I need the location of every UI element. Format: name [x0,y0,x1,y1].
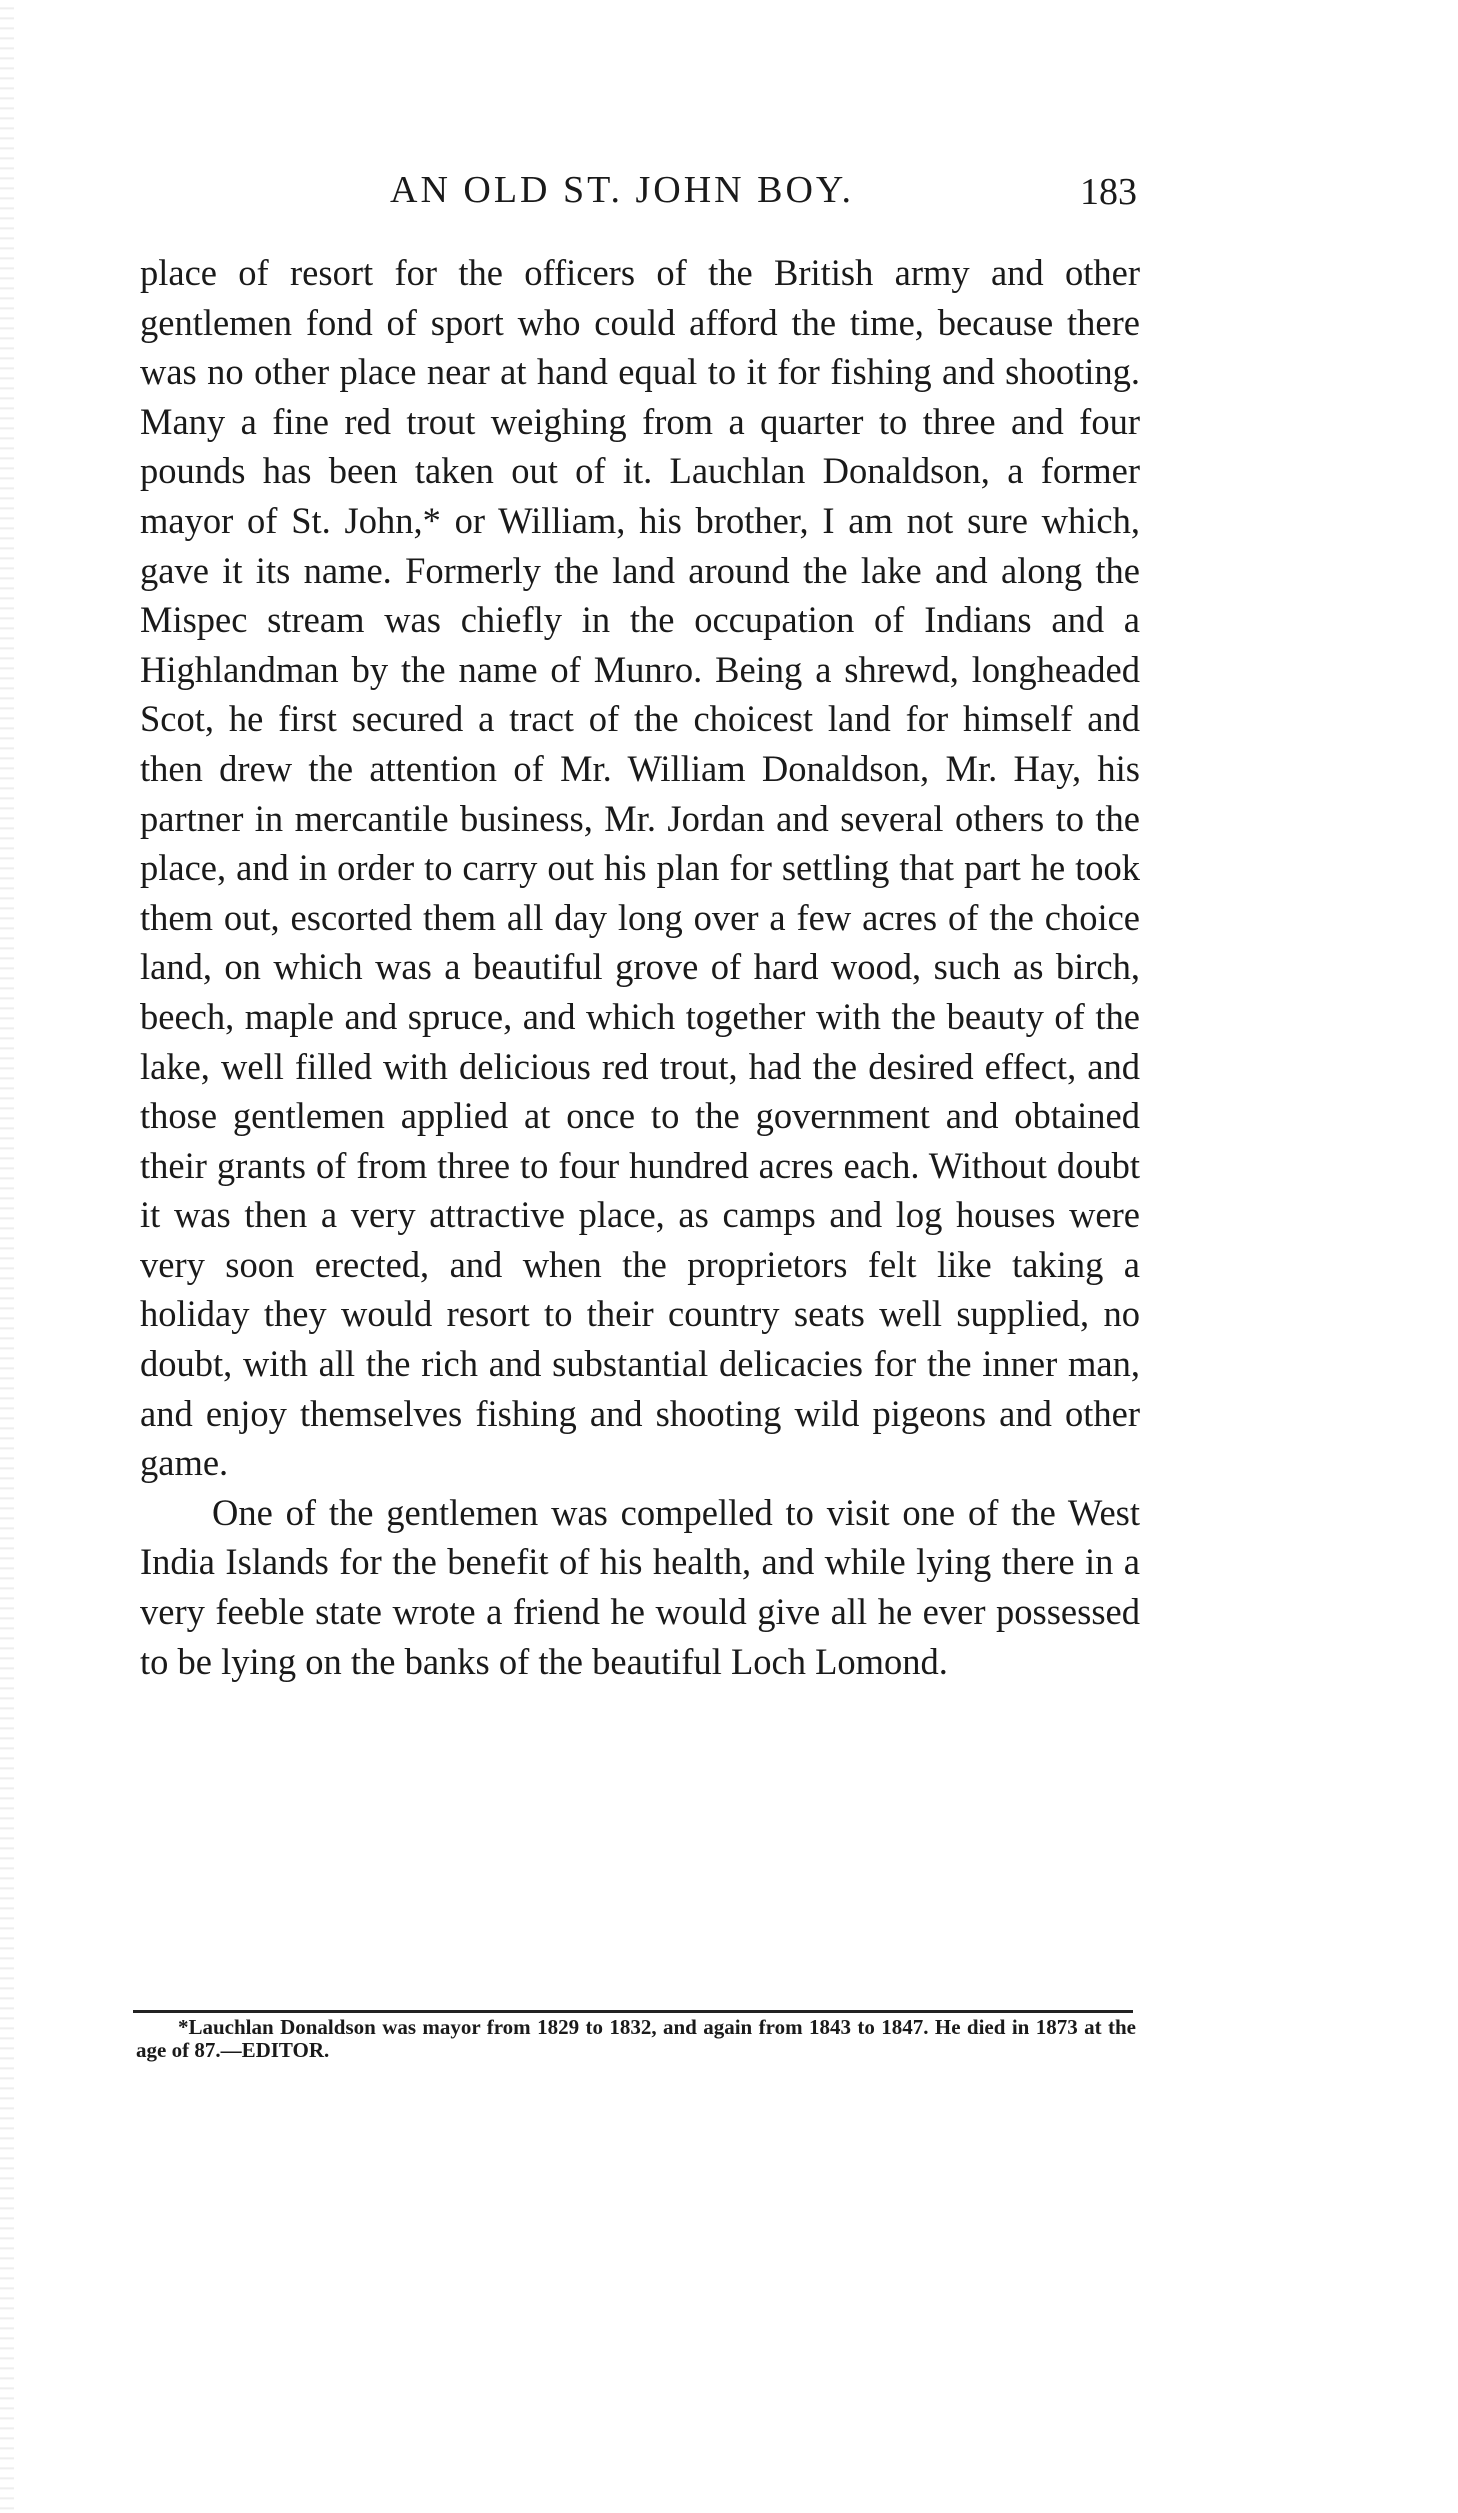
page-edge-scan-artifact [0,0,14,2513]
paragraph-1: place of resort for the officers of the British army and other gentlemen fond of sport who could afford the time, because there was no other place near at hand equal to it for fishing and shooting. Many a fine red trout weighing from a quarter to three and four pounds has been taken out of it. Lauchlan Donaldson, a former mayor of St. John,* or William, his brother, I am not sure which, gave it its name. Formerly the land around the lake and along the Mispec stream was chiefly in the occupation of Indians and a Highlandman by the name of Munro. Being a shrewd, longheaded Scot, he first secured a tract of the choicest land for himself and then drew the attention of Mr. William Donaldson, Mr. Hay, his partner in mercantile business, Mr. Jordan and several others to the place, and in order to carry out his plan for settling that part he took them out, escorted them all day long over a few acres of the choice land, on which was a beautiful grove of hard wood, such as birch, beech, maple and spruce, and which together with the beauty of the lake, well filled with delicious red trout, had the desired effect, and those gentlemen applied at once to the government and obtained their grants of from three to four hundred acres each. Without doubt it was then a very attractive place, as camps and log houses were very soon erected, and when the proprietors felt like taking a holiday they would resort to their country seats well supplied, no doubt, with all the rich and substantial delicacies for the inner man, and enjoy themselves fishing and shooting wild pigeons and other game. [140,252,1140,1484]
running-title: AN OLD ST. JOHN BOY. [390,169,854,211]
page-number: 183 [1080,171,1137,213]
running-head [140,168,1140,228]
footnote-rule [133,2010,1133,2013]
body-text [140,248,1140,1686]
paragraph-2: One of the gentlemen was compelled to visit one of the West India Islands for the benefit of his health, and while lying there in a very feeble state wrote a friend he would give all he ever possessed to be lying on the banks of the beautiful Loch Lomond. [140,1491,1140,1682]
footnote: *Lauchlan Donaldson was mayor from 1829 to 1832, and again from 1843 to 1847. He died in 1873 at the age of 87.—EDITOR. [136,2015,1136,2062]
